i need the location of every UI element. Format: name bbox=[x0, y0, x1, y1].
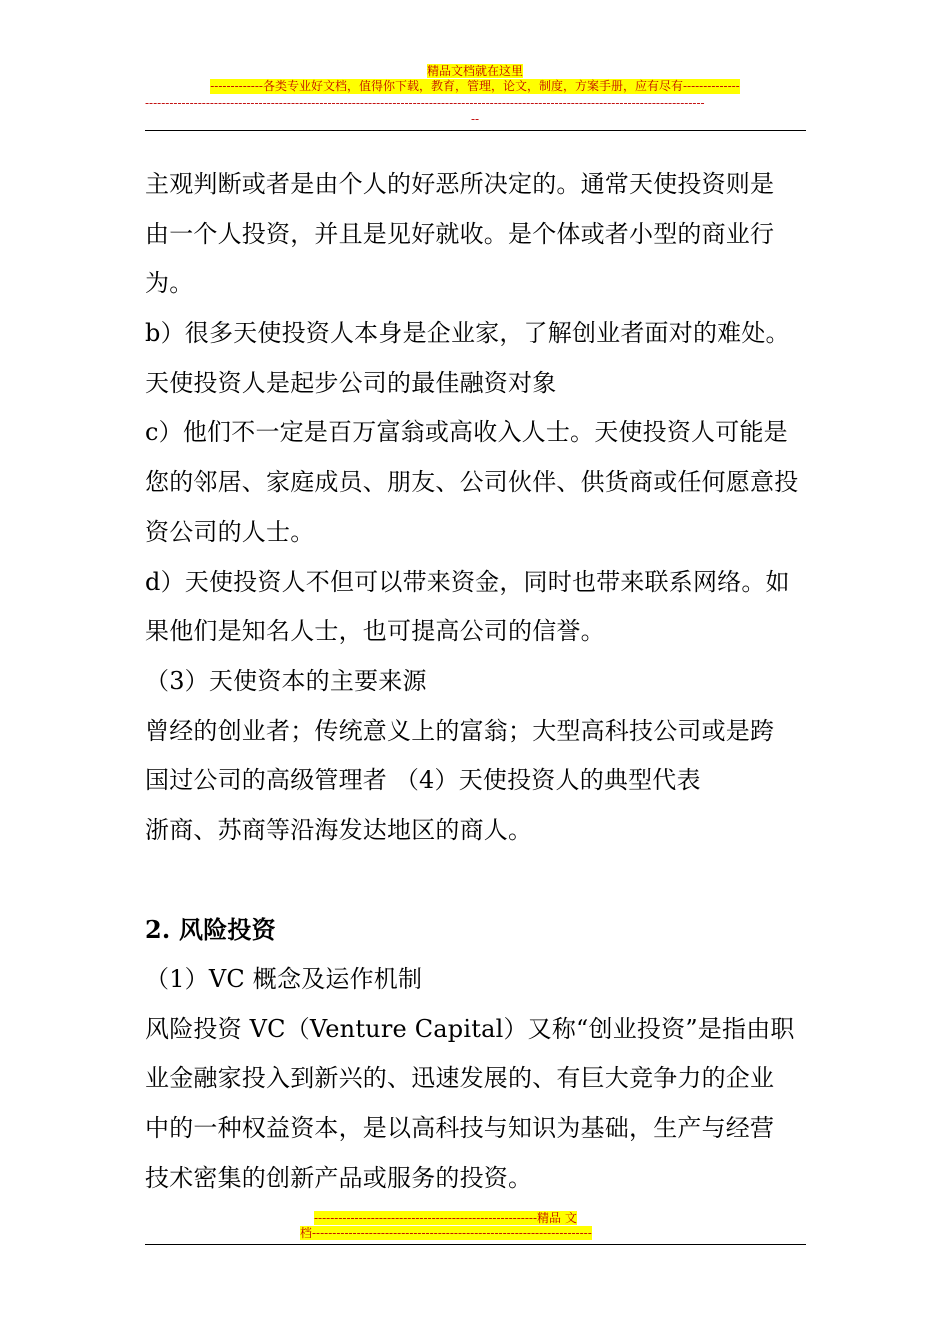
document-body bbox=[145, 160, 810, 1203]
header-subtitle-text: -------------各类专业好文档，值得你下载，教育，管理，论文，制度，方案手册，应有尽有-------------- bbox=[210, 79, 740, 93]
body-line: 曾经的创业者；传统意义上的富翁；大型高科技公司或是跨 bbox=[145, 716, 775, 745]
body-line: 果他们是知名人士，也可提高公司的信誉。 bbox=[145, 617, 605, 646]
body-line: d）天使投资人不但可以带来资金，同时也带来联系网络。如 bbox=[145, 567, 790, 596]
section-heading: 2. 风险投资 bbox=[145, 915, 276, 945]
body-line: 资公司的人士。 bbox=[145, 517, 315, 546]
body-line: c）他们不一定是百万富翁或高收入人士。天使投资人可能是 bbox=[145, 418, 788, 447]
subheading-line: （3）天使资本的主要来源 bbox=[145, 666, 427, 695]
body-line: 国过公司的高级管理者 （4）天使投资人的典型代表 bbox=[145, 766, 701, 795]
header-subtitle bbox=[0, 79, 950, 94]
subheading-line: （1）VC 概念及运作机制 bbox=[145, 965, 423, 993]
body-line: 主观判断或者是由个人的好恶所决定的。通常天使投资则是 bbox=[145, 170, 775, 198]
body-line: 天使投资人是起步公司的最佳融资对象 bbox=[145, 368, 557, 397]
header-dash-line: ------------------------------------------------------------------------------------------------------------------------------------------ bbox=[145, 96, 705, 110]
body-line: 技术密集的创新产品或服务的投资。 bbox=[145, 1163, 533, 1192]
footer-line-2: 档--------------------------------------------------------------------- bbox=[300, 1226, 592, 1240]
footer-rule bbox=[145, 1244, 806, 1245]
header-dash-tail: -- bbox=[470, 112, 480, 126]
page-header bbox=[0, 64, 950, 94]
body-line: 为。 bbox=[145, 269, 194, 298]
body-line: 浙商、苏商等沿海发达地区的商人。 bbox=[145, 815, 533, 844]
body-line: b）很多天使投资人本身是企业家，了解创业者面对的难处。 bbox=[145, 319, 790, 348]
footer-line-1: -------------------------------------------------------精品 文 bbox=[314, 1211, 577, 1225]
blank-line bbox=[145, 856, 810, 906]
header-rule bbox=[145, 130, 806, 131]
body-line: 由一个人投资，并且是见好就收。是个体或者小型的商业行 bbox=[145, 219, 775, 248]
header-title bbox=[0, 64, 950, 79]
body-line: 风险投资 VC（Venture Capital）又称“创业投资”是指由职 bbox=[145, 1014, 795, 1043]
body-line: 中的一种权益资本，是以高科技与知识为基础，生产与经营 bbox=[145, 1114, 775, 1143]
page-footer bbox=[300, 1211, 650, 1241]
body-line: 业金融家投入到新兴的、迅速发展的、有巨大竞争力的企业 bbox=[145, 1064, 775, 1093]
header-title-text: 精品文档就在这里 bbox=[426, 64, 523, 78]
body-line: 您的邻居、家庭成员、朋友、公司伙伴、供货商或任何愿意投 bbox=[145, 468, 799, 497]
